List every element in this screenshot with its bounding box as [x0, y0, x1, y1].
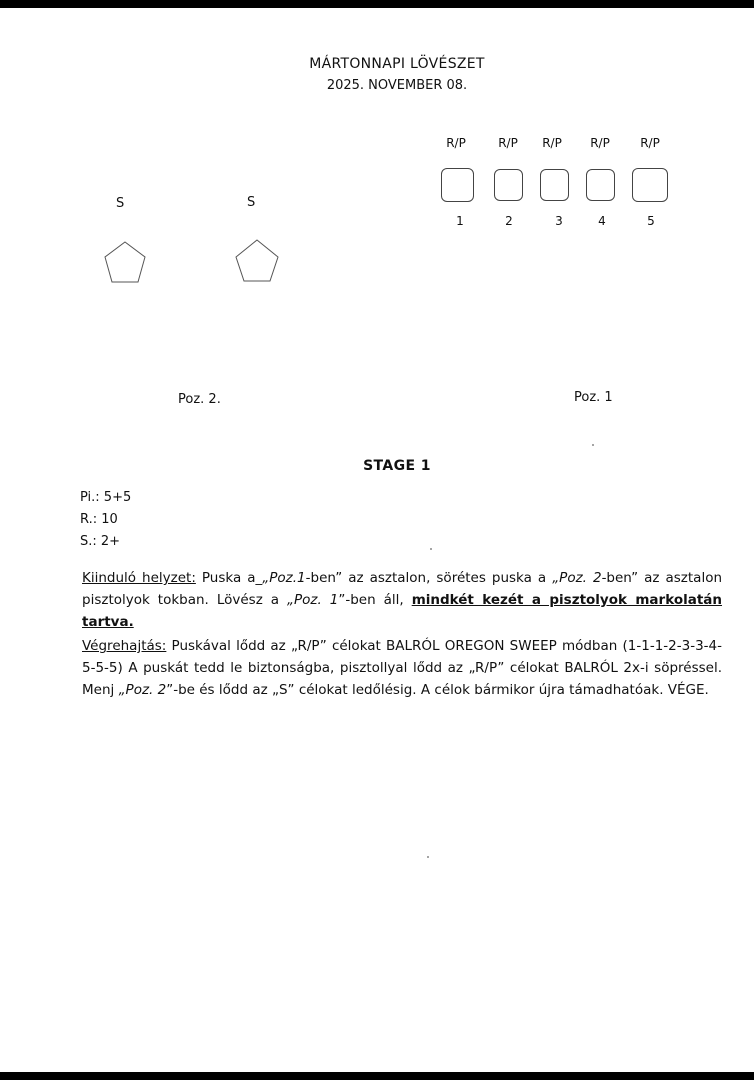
start-text-2: -ben” az asztalon, sörétes puska a: [305, 570, 553, 586]
execution-paragraph: [82, 635, 722, 701]
s-target-label-2: S: [247, 195, 256, 210]
rp-target-box-2: [494, 169, 523, 201]
position-1-label: Poz. 1: [574, 390, 613, 405]
rp-label-5: R/P: [640, 136, 660, 150]
rp-number-5: 5: [647, 214, 655, 228]
scan-speck: [427, 856, 429, 858]
rp-number-3: 3: [555, 214, 563, 228]
rp-target-box-1: [441, 168, 474, 202]
rp-target-box-4: [586, 169, 615, 201]
rp-target-box-3: [540, 169, 569, 201]
rp-target-box-5: [632, 168, 668, 202]
stage-title: STAGE 1: [363, 458, 431, 474]
start-quote-2: „Poz. 2: [552, 570, 602, 586]
scan-speck: [592, 444, 594, 446]
rp-number-2: 2: [505, 214, 513, 228]
exec-text-2: ”-be és lődd az „S” célokat ledőlésig. A célok bármikor újra támadhatóak. VÉGE.: [166, 682, 709, 698]
rp-label-2: R/P: [498, 136, 518, 150]
s-target-label-1: S: [116, 196, 125, 211]
scan-speck: [430, 548, 432, 550]
pentagon-target-icon-1: [100, 238, 150, 288]
rp-label-4: R/P: [590, 136, 610, 150]
spec-rifle: R.: 10: [80, 512, 118, 527]
start-position-heading: Kiinduló helyzet:: [82, 570, 196, 586]
start-text-4: ”-ben áll,: [338, 592, 412, 608]
exec-text-1: Puskával lődd az „R/P” célokat BALRÓL OREGON SWEEP módban (1-1-1-2-3-3-4-5-5-5) A puskát tedd le biztonságba, pisztollyal lődd az „R/P” célokat BALRÓL 2x-i söpréssel. Menj: [82, 638, 722, 698]
document-title: MÁRTONNAPI LÖVÉSZET: [309, 56, 485, 72]
document-date: 2025. NOVEMBER 08.: [326, 78, 468, 93]
exec-quote-1: „Poz. 2: [118, 682, 167, 698]
stage-description: [82, 567, 722, 703]
pentagon-target-icon-2: [232, 236, 282, 286]
rp-number-1: 1: [456, 214, 464, 228]
execution-heading: Végrehajtás:: [82, 638, 167, 654]
start-quote-3: „Poz. 1: [287, 592, 339, 608]
start-text-1: Puska a: [195, 570, 256, 586]
position-2-label: Poz. 2.: [178, 392, 221, 407]
rp-label-3: R/P: [542, 136, 562, 150]
rp-number-4: 4: [598, 214, 606, 228]
start-emphasis: mindkét kezét a pisztolyok markolatán tartva.: [82, 592, 723, 630]
rp-label-1: R/P: [446, 136, 466, 150]
spec-pistol: Pi.: 5+5: [80, 490, 132, 505]
spec-shotgun: S.: 2+: [80, 534, 121, 549]
document-page: [0, 8, 754, 1072]
start-text-3: -ben” az asztalon pisztolyok tokban. Lövész a: [82, 570, 723, 608]
start-quote-1: _„Poz.1: [255, 570, 306, 586]
start-position-paragraph: [82, 567, 722, 633]
